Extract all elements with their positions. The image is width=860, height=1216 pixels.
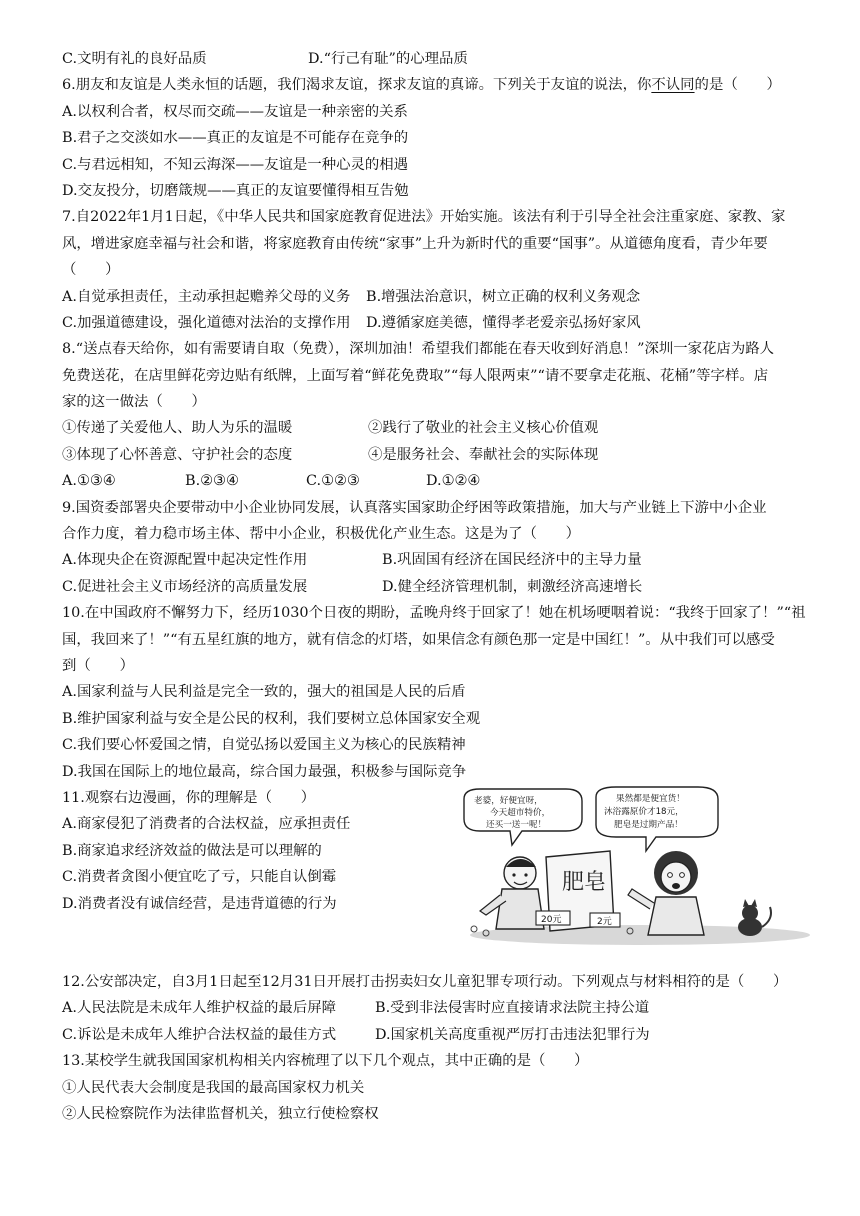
- q13-stem: 13.某校学生就我国国家机构相关内容梳理了以下几个观点，其中正确的是（ ）: [62, 1053, 589, 1070]
- q11-cartoon: [450, 785, 818, 951]
- q9-option-b: B.巩固国有经济在国民经济中的主导力量: [382, 552, 642, 569]
- right-bubble-line2: 沐浴露原价才18元，: [604, 806, 684, 817]
- q8-stem-line3: 家的这一做法（ ）: [62, 394, 206, 411]
- q6-option-d: D.交友投分，切磨箴规——真正的友谊要懂得相互告勉: [62, 182, 409, 199]
- q12-option-c: C.诉讼是未成年人维护合法权益的最佳方式: [62, 1026, 337, 1043]
- q8-option-d: D.①②④: [426, 473, 481, 490]
- q13-statement-2: ②人民检察院作为法律监督机关，独立行使检察权: [62, 1105, 379, 1122]
- q11-option-a: A.商家侵犯了消费者的合法权益，应承担责任: [62, 816, 351, 833]
- q9-stem-line1: 9.国资委部署央企要带动中小企业协同发展，认真落实国家助企纾困等政策措施，加大与产业链上下游中小企业: [62, 499, 767, 516]
- q6-option-a: A.以权利合者，权尽而交疏——友谊是一种亲密的关系: [62, 103, 408, 120]
- soap-box-label: 肥皂: [562, 869, 607, 895]
- q5-options-cd: [62, 46, 822, 72]
- q12-options-ab: [62, 995, 822, 1021]
- q9-option-c: C.促进社会主义市场经济的高质量发展: [62, 578, 308, 595]
- q8-stem-line2: 免费送花，在店里鲜花旁边贴有纸牌，上面写着“鲜花免费取”“每人限两束”“请不要拿走花瓶、花桶”等字样。店: [62, 367, 769, 384]
- q7-stem-line2: 风，增进家庭幸福与社会和谐，将家庭教育由传统“家事”上升为新时代的重要“国事”。从道德角度看，青少年要: [62, 235, 768, 252]
- q7-options-cd: [62, 310, 822, 336]
- q12-options-cd: [62, 1022, 822, 1048]
- q11-block: [62, 785, 822, 951]
- q8-statement-2: ②践行了敬业的社会主义核心价值观: [368, 420, 599, 437]
- price-tag-2: 2元: [597, 916, 612, 927]
- q8-statements-34: [62, 442, 822, 468]
- q9-stem-line2: 合作力度，着力稳市场主体、帮中小企业，积极优化产业生态。这是为了（ ）: [62, 526, 581, 543]
- q8-statement-1: ①传递了关爱他人、助人为乐的温暖: [62, 420, 293, 437]
- spacer: [62, 951, 822, 969]
- q11-text: [62, 785, 442, 917]
- q10-option-c: C.我们要心怀爱国之情，自觉弘扬以爱国主义为核心的民族精神: [62, 737, 466, 754]
- left-bubble-line2: 今天超市特价，: [490, 807, 551, 818]
- q7-option-b: B.增强法治意识，树立正确的权利义务观念: [366, 288, 641, 305]
- q10-option-d: D.我国在国际上的地位最高，综合国力最强，积极参与国际竞争: [62, 763, 467, 780]
- q12-option-d: D.国家机关高度重视严厉打击违法犯罪行为: [375, 1026, 650, 1043]
- q9-options-cd: [62, 574, 822, 600]
- q6-stem-underlined: 不认同: [651, 77, 695, 94]
- q7-stem-line1: 7.自2022年1月1日起，《中华人民共和国家庭教育促进法》开始实施。该法有利于引导全社会注重家庭、家教、家: [62, 209, 786, 226]
- q8-statements-12: [62, 415, 822, 441]
- q11-option-c: C.消费者贪图小便宜吃了亏，只能自认倒霉: [62, 869, 337, 886]
- q8-stem-line1: 8.“送点春天给你，如有需要请自取（免费），深圳加油！希望我们都能在春天收到好消息！”深圳一家花店为路人: [62, 341, 774, 358]
- q10-stem-line2: 国，我回来了！”“有五星红旗的地方，就有信念的灯塔，如果信念有颜色那一定是中国红！”。从中我们可以感受: [62, 631, 775, 648]
- q8-options: [62, 468, 822, 494]
- q5-option-d: D.“行己有耻”的心理品质: [308, 51, 468, 67]
- q8-option-a: A.①③④: [62, 473, 116, 490]
- cartoon-illustration: [450, 785, 818, 951]
- q6-option-c: C.与君远相知，不知云海深——友谊是一种心灵的相遇: [62, 156, 409, 173]
- q12-option-a: A.人民法院是未成年人维护权益的最后屏障: [62, 1000, 336, 1017]
- q8-statement-3: ③体现了心怀善意、守护社会的态度: [62, 446, 293, 463]
- q12-option-b: B.受到非法侵害时应直接请求法院主持公道: [375, 1000, 650, 1017]
- q7-option-d: D.遵循家庭美德，懂得孝老爱亲弘扬好家风: [366, 314, 641, 331]
- left-bubble-line1: 老婆，好便宜呀，: [474, 795, 543, 806]
- q12-stem: 12.公安部决定，自3月1日起至12月31日开展打击拐卖妇女儿童犯罪专项行动。下列观点与材料相符的是（ ）: [62, 973, 788, 990]
- woman-figure: [628, 851, 704, 935]
- q13-statement-1: ①人民代表大会制度是我国的最高国家权力机关: [62, 1079, 365, 1096]
- q11-option-b: B.商家追求经济效益的做法是可以理解的: [62, 842, 322, 859]
- q11-option-d: D.消费者没有诚信经营，是违背道德的行为: [62, 895, 337, 912]
- man-figure: [480, 857, 544, 929]
- q11-stem: 11.观察右边漫画，你的理解是（ ）: [62, 789, 316, 806]
- q7-stem-line3: （ ）: [62, 262, 120, 279]
- q7-option-c: C.加强道德建设，强化道德对法治的支撑作用: [62, 314, 351, 331]
- q7-options-ab: [62, 284, 822, 310]
- right-bubble-line1: 果然都是便宜货！: [616, 793, 685, 804]
- q5-option-c: C.文明有礼的良好品质: [62, 51, 207, 67]
- q9-option-a: A.体现央企在资源配置中起决定性作用: [62, 552, 308, 569]
- q8-option-b: B.②③④: [185, 473, 239, 490]
- q10-option-b: B.维护国家利益与安全是公民的权利，我们要树立总体国家安全观: [62, 710, 481, 727]
- q10-stem-line1: 10.在中国政府不懈努力下，经历1030个日夜的期盼，孟晚舟终于回家了！她在机场哽咽着说：“我终于回家了！”“祖: [62, 605, 806, 622]
- q9-option-d: D.健全经济管理机制，刺激经济高速增长: [382, 578, 643, 595]
- q7-option-a: A.自觉承担责任，主动承担起赡养父母的义务: [62, 288, 351, 305]
- q10-stem-line3: 到（ ）: [62, 657, 134, 674]
- left-bubble-line3: 还买一送一呢！: [486, 819, 547, 830]
- exam-page: [62, 46, 822, 1127]
- price-tag-1: 20元: [541, 914, 562, 925]
- q6-stem-text: 6.朋友和友谊是人类永恒的话题，我们渴求友谊，探求友谊的真谛。下列关于友谊的说法，你: [62, 77, 652, 94]
- q8-option-c: C.①②③: [306, 473, 360, 490]
- q6-option-b: B.君子之交淡如水——真正的友谊是不可能存在竞争的: [62, 130, 409, 147]
- q10-option-a: A.国家利益与人民利益是完全一致的，强大的祖国是人民的后盾: [62, 684, 466, 701]
- q6-stem: [62, 72, 822, 98]
- right-bubble-line3: 肥皂是过期产品！: [614, 819, 683, 830]
- q8-statement-4: ④是服务社会、奉献社会的实际体现: [368, 446, 599, 463]
- q9-options-ab: [62, 547, 822, 573]
- q6-stem-end: 的是（ ）: [694, 77, 781, 94]
